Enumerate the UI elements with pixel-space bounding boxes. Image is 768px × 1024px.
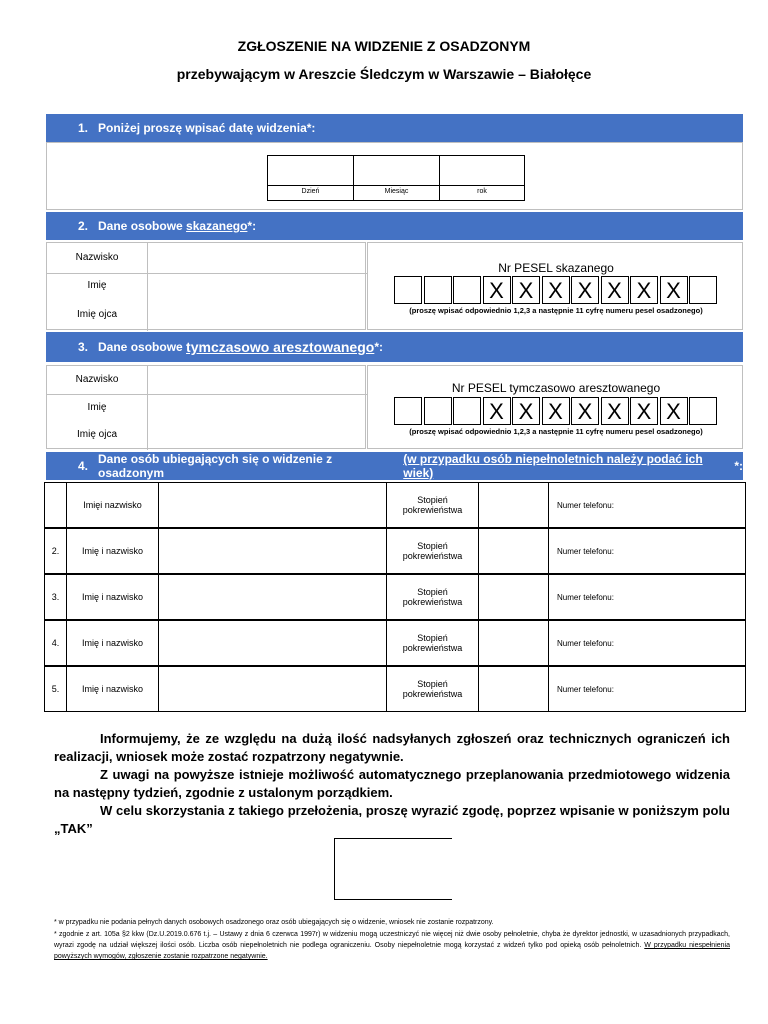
section2-header bbox=[46, 212, 743, 240]
visitor-number bbox=[45, 483, 67, 527]
section2-label-emph: skazanego bbox=[186, 219, 248, 233]
visitor-relation-label bbox=[387, 575, 479, 619]
visitor-relation-field[interactable] bbox=[479, 621, 549, 665]
visitor-name-field[interactable] bbox=[159, 621, 387, 665]
visitor-phone[interactable]: Numer telefonu: bbox=[557, 500, 614, 510]
visitor-name-field[interactable] bbox=[159, 575, 387, 619]
visitor-relation-line2: pokrewieństwa bbox=[402, 643, 463, 653]
visitor-row bbox=[44, 482, 746, 528]
pesel-digit-box[interactable]: X bbox=[571, 276, 599, 304]
section3-header bbox=[46, 332, 743, 362]
section4-number: 4. bbox=[78, 459, 89, 473]
visitor-relation-line1: Stopień bbox=[417, 587, 448, 597]
date-year-label: rok bbox=[477, 188, 487, 195]
visitor-relation-text bbox=[403, 495, 463, 515]
section2-surname-field[interactable] bbox=[148, 243, 366, 273]
pesel-digit-box[interactable] bbox=[394, 397, 422, 425]
pesel-digit-box[interactable] bbox=[689, 397, 717, 425]
section4-label-pre: Dane osób ubiegających się o widzenie z osadzonym bbox=[98, 452, 333, 480]
visitor-phone[interactable]: Numer telefonu: bbox=[557, 592, 614, 602]
pesel-digit-box[interactable]: X bbox=[601, 397, 629, 425]
section2-pesel-title: Nr PESEL skazanego bbox=[498, 261, 614, 275]
visitor-name-field[interactable] bbox=[159, 667, 387, 711]
visitor-relation-field[interactable] bbox=[479, 667, 549, 711]
section4-header bbox=[46, 452, 743, 480]
section1-header bbox=[46, 114, 743, 142]
info-paragraph-2: Z uwagi na powyższe istnieje możliwość automatycznego przeplanowania przedmiotowego widzenia na następny tydzień, zgodnie z ustalonym porządkiem. bbox=[54, 767, 730, 800]
footnote-2-warning: W przypadku niespełnienia powyższych wymogów, zgłoszenie zostanie rozpatrzone negatywnie. bbox=[54, 942, 730, 960]
pesel-digit-box[interactable]: X bbox=[660, 276, 688, 304]
section3-pesel-title: Nr PESEL tymczasowo aresztowanego bbox=[451, 381, 661, 395]
footnote-2 bbox=[54, 929, 730, 962]
section3-pesel-boxes[interactable] bbox=[394, 397, 718, 425]
visitor-phone[interactable]: Numer telefonu: bbox=[557, 638, 614, 648]
section2-pesel-note: (proszę wpisać odpowiednio 1,2,3 a następnie 11 cyfrę numeru pesel osadzonego) bbox=[409, 306, 703, 315]
info-paragraph-1: Informujemy, że ze względu na dużą ilość nadsyłanych zgłoszeń oraz technicznych ograniczeń ich realizacji, wniosek może zostać rozpatrzony negatywnie. bbox=[54, 731, 730, 764]
visitor-relation-text bbox=[403, 587, 463, 607]
section2-label-pre: Dane osobowe bbox=[98, 219, 183, 233]
section3-personal-table bbox=[46, 365, 366, 449]
section3-label-post: *: bbox=[374, 340, 383, 354]
visitor-relation-text bbox=[403, 541, 463, 561]
section2-father-label: Imię ojca bbox=[76, 309, 117, 320]
pesel-digit-box[interactable]: X bbox=[630, 276, 658, 304]
date-day-label: Dzień bbox=[301, 188, 320, 195]
pesel-digit-box[interactable]: X bbox=[601, 276, 629, 304]
consent-tak-field[interactable] bbox=[334, 838, 452, 900]
pesel-digit-box[interactable]: X bbox=[512, 397, 540, 425]
visitor-relation-line2: pokrewieństwa bbox=[402, 597, 463, 607]
section3-name-field[interactable] bbox=[148, 395, 366, 449]
pesel-digit-box[interactable] bbox=[689, 276, 717, 304]
pesel-digit-box[interactable] bbox=[424, 276, 452, 304]
section2-name-label: Imię bbox=[87, 280, 107, 291]
section4-label-post: *: bbox=[734, 459, 743, 473]
section3-pesel-frame bbox=[367, 365, 743, 449]
visitor-relation-line1: Stopień bbox=[417, 633, 448, 643]
visitor-name-label: Imię i nazwisko bbox=[67, 575, 159, 619]
visitor-relation-line2: pokrewieństwa bbox=[402, 689, 463, 699]
visitor-relation-label bbox=[387, 667, 479, 711]
pesel-digit-box[interactable]: X bbox=[660, 397, 688, 425]
section2-number: 2. bbox=[78, 219, 89, 233]
visitor-relation-line2: pokrewieństwa bbox=[402, 551, 463, 561]
visitor-name-label: Imięi nazwisko bbox=[67, 483, 159, 527]
visitor-name-label: Imię i nazwisko bbox=[67, 667, 159, 711]
visitor-phone[interactable]: Numer telefonu: bbox=[557, 684, 614, 694]
section4-label-emph: (w przypadku osób niepełnoletnich należy podać ich wiek) bbox=[403, 452, 703, 480]
section3-surname-field[interactable] bbox=[148, 366, 366, 394]
section2-name-field[interactable] bbox=[148, 274, 366, 330]
visitor-relation-field[interactable] bbox=[479, 529, 549, 573]
visitor-name-label: Imię i nazwisko bbox=[67, 621, 159, 665]
date-table bbox=[267, 155, 525, 201]
visitor-row bbox=[44, 620, 746, 666]
section2-pesel-frame bbox=[367, 242, 743, 330]
section1-number: 1. bbox=[78, 121, 89, 135]
pesel-digit-box[interactable]: X bbox=[571, 397, 599, 425]
section2-label-post: *: bbox=[247, 219, 257, 233]
visitor-relation-line1: Stopień bbox=[417, 495, 448, 505]
visitor-row bbox=[44, 574, 746, 620]
form-subtitle: przebywającym w Areszcie Śledczym w Warszawie – Białołęce bbox=[176, 66, 592, 82]
visitor-name-field[interactable] bbox=[159, 483, 387, 527]
footnote-2-text: * zgodnie z art. 105a §2 kkw (Dz.U.2019.0.676 t.j. – Ustawy z dnia 6 czerwca 1997r) w widzeniu mogą uczestniczyć nie więcej niż dwie osoby pełnoletnie, chyba że dyrektor jednostki, w uzasadnionych przypadkach, wyrazi zgodę na udział większej ilości osób. Liczba osób niepełnoletnich nie podlega ograniczeniu. Osoby niepełnoletnie mogą korzystać z widzeń tylko pod opieką osób pełnoletnich. bbox=[54, 931, 730, 949]
section2-pesel-boxes[interactable] bbox=[394, 276, 718, 304]
visitor-phone[interactable]: Numer telefonu: bbox=[557, 546, 614, 556]
visitor-number: 3. bbox=[45, 575, 67, 619]
pesel-digit-box[interactable] bbox=[424, 397, 452, 425]
pesel-digit-box[interactable]: X bbox=[542, 397, 570, 425]
visitor-relation-field[interactable] bbox=[479, 483, 549, 527]
section2-surname-label: Nazwisko bbox=[75, 252, 119, 263]
pesel-digit-box[interactable]: X bbox=[630, 397, 658, 425]
visitor-name-label: Imię i nazwisko bbox=[67, 529, 159, 573]
visitor-name-field[interactable] bbox=[159, 529, 387, 573]
visitor-relation-label bbox=[387, 621, 479, 665]
section3-name-label: Imię bbox=[87, 402, 107, 413]
section3-label-pre: Dane osobowe bbox=[98, 340, 183, 354]
form-title: ZGŁOSZENIE NA WIDZENIE Z OSADZONYM bbox=[237, 38, 531, 54]
pesel-digit-box[interactable] bbox=[453, 397, 481, 425]
section1-label: Poniżej proszę wpisać datę widzenia*: bbox=[98, 121, 316, 135]
visitor-relation-label bbox=[387, 529, 479, 573]
pesel-digit-box[interactable] bbox=[453, 276, 481, 304]
pesel-digit-box[interactable]: X bbox=[483, 276, 511, 304]
section3-father-label: Imię ojca bbox=[76, 429, 117, 440]
section1-frame bbox=[46, 142, 743, 210]
visitor-relation-text bbox=[403, 679, 463, 699]
pesel-digit-box[interactable] bbox=[394, 276, 422, 304]
visitor-relation-line1: Stopień bbox=[417, 679, 448, 689]
visitor-relation-line2: pokrewieństwa bbox=[402, 505, 463, 515]
visitor-relation-text bbox=[403, 633, 463, 653]
visitor-row bbox=[44, 666, 746, 712]
section3-pesel-note: (proszę wpisać odpowiednio 1,2,3 a następnie 11 cyfrę numeru pesel osadzonego) bbox=[409, 427, 703, 436]
visitor-relation-label bbox=[387, 483, 479, 527]
section3-number: 3. bbox=[78, 340, 89, 354]
footnote-1: * w przypadku nie podania pełnych danych osobowych osadzonego oraz osób ubiegających się o widzenie, wniosek nie zostanie rozpatrzony. bbox=[54, 919, 494, 926]
visitor-number: 2. bbox=[45, 529, 67, 573]
visitor-relation-field[interactable] bbox=[479, 575, 549, 619]
pesel-digit-box[interactable]: X bbox=[512, 276, 540, 304]
info-paragraph-3: W celu skorzystania z takiego przełożenia, proszę wyrazić zgodę, poprzez wpisanie w poniższym polu „TAK” bbox=[54, 803, 730, 836]
section3-surname-label: Nazwisko bbox=[75, 374, 119, 385]
date-month-label: Miesiąc bbox=[384, 188, 409, 195]
visitor-number: 5. bbox=[45, 667, 67, 711]
pesel-digit-box[interactable]: X bbox=[542, 276, 570, 304]
section2-personal-table bbox=[46, 242, 366, 330]
pesel-digit-box[interactable]: X bbox=[483, 397, 511, 425]
visitor-row bbox=[44, 528, 746, 574]
section3-label-emph: tymczasowo aresztowanego bbox=[186, 339, 375, 355]
visitor-number: 4. bbox=[45, 621, 67, 665]
visitor-relation-line1: Stopień bbox=[417, 541, 448, 551]
